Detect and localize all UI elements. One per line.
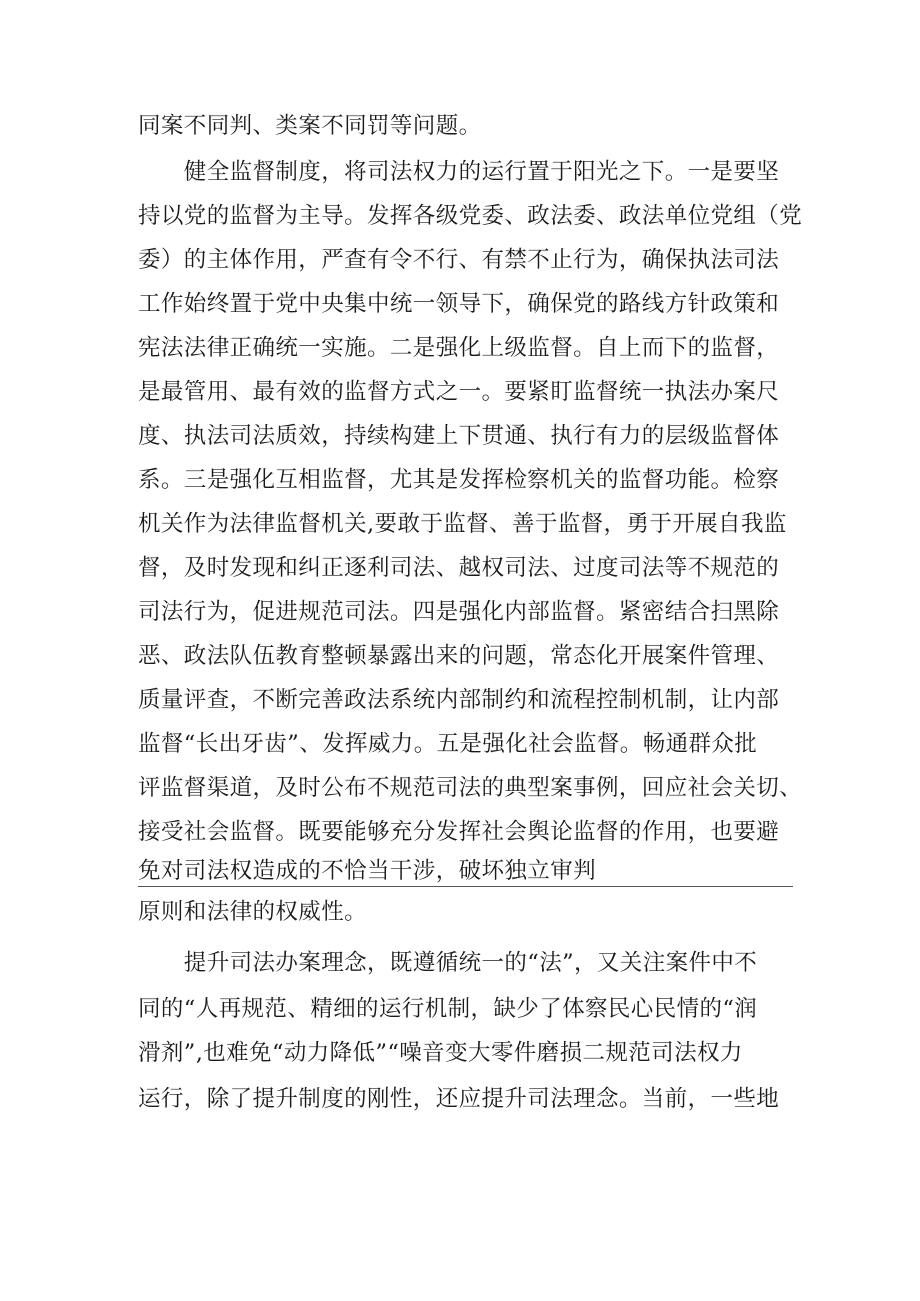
text-line-15: 监督“长出牙齿”、发挥威力。五是强化社会监督。畅通群众批 — [138, 731, 758, 757]
text-line-21: 同的“人再规范、精细的运行机制，缺少了体察民心民情的“润 — [138, 996, 758, 1022]
text-line-19: 原则和法律的权威性。 — [138, 899, 368, 925]
section-divider — [138, 886, 793, 887]
text-line-10: 机关作为法律监督机关,要敢于监督、善于监督，勇于开展自我监 — [138, 511, 787, 537]
text-line-3: 持以党的监督为主导。发挥各级党委、政法委、政法单位党组（党 — [138, 203, 803, 229]
text-line-11: 督，及时发现和纠正逐利司法、越权司法、过度司法等不规范的 — [138, 555, 780, 581]
text-line-6: 宪法法律正确统一实施。二是强化上级监督。自上而下的监督， — [138, 335, 780, 361]
text-line-22: 滑剂”,也难免“动力降低”“噪音变大零件磨损二规范司法权力 — [138, 1040, 743, 1066]
text-line-2: 健全监督制度，将司法权力的运行置于阳光之下。一是要坚 — [138, 159, 780, 185]
text-line-16: 评监督渠道，及时公布不规范司法的典型案事例，回应社会关切、 — [138, 775, 803, 801]
text-line-12: 司法行为，促进规范司法。四是强化内部监督。紧密结合扫黑除 — [138, 599, 780, 625]
text-line-7: 是最管用、最有效的监督方式之一。要紧盯监督统一执法办案尺 — [138, 379, 780, 405]
text-line-17: 接受社会监督。既要能够充分发挥社会舆论监督的作用，也要避 — [138, 819, 780, 845]
text-line-5: 工作始终置于党中央集中统一领导下，确保党的路线方针政策和 — [138, 291, 780, 317]
text-line-14: 质量评查，不断完善政法系统内部制约和流程控制机制，让内部 — [138, 687, 780, 713]
text-line-9: 系。三是强化互相监督，尤其是发挥检察机关的监督功能。检察 — [138, 467, 780, 493]
text-line-1: 同案不同判、类案不同罚等问题。 — [138, 113, 482, 139]
text-line-4: 委）的主体作用，严查有令不行、有禁不止行为，确保执法司法 — [138, 247, 780, 273]
text-line-13: 恶、政法队伍教育整顿暴露出来的问题，常态化开展案件管理、 — [138, 643, 780, 669]
text-line-18: 免对司法权造成的不恰当干涉，破坏独立审判 — [138, 858, 597, 884]
text-line-8: 度、执法司法质效，持续构建上下贯通、执行有力的层级监督体 — [138, 423, 780, 449]
text-line-20: 提升司法办案理念，既遵循统一的“法”，又关注案件中不 — [138, 950, 758, 976]
text-line-23: 运行，除了提升制度的刚性，还应提升司法理念。当前，一些地 — [138, 1086, 780, 1112]
